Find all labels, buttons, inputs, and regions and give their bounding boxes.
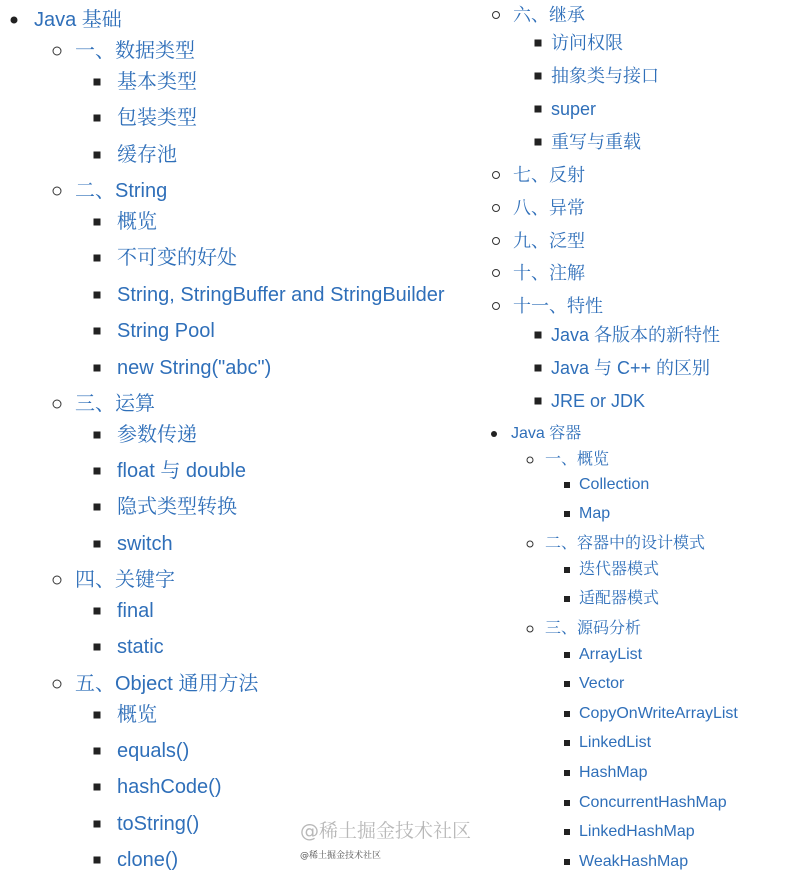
outline-link-level-2[interactable]: 二、容器中的设计模式 bbox=[545, 535, 706, 552]
outline-link-level-3[interactable]: 抽象类与接口 bbox=[551, 66, 659, 86]
bullet-square-icon bbox=[94, 292, 101, 299]
watermark: @稀土掘金技术社区 bbox=[300, 820, 472, 842]
bullet-disc-icon bbox=[491, 431, 497, 437]
bullet-square-icon bbox=[564, 740, 570, 746]
bullet-square-icon bbox=[94, 365, 101, 372]
outline-link-level-3[interactable]: 不可变的好处 bbox=[117, 247, 237, 269]
outline-link-level-2[interactable]: 十一、特性 bbox=[513, 296, 603, 316]
bullet-square-icon bbox=[94, 821, 101, 828]
bullet-circle-icon bbox=[492, 11, 500, 19]
outline-link-level-3[interactable]: final bbox=[117, 600, 154, 622]
bullet-square-icon bbox=[94, 784, 101, 791]
outline-link-level-2[interactable]: 一、概览 bbox=[545, 451, 610, 468]
bullet-circle-icon bbox=[53, 187, 62, 196]
outline-link-level-3[interactable]: 概览 bbox=[117, 211, 157, 233]
outline-link-level-3[interactable]: switch bbox=[117, 533, 173, 555]
outline-link-level-2[interactable]: 十、注解 bbox=[513, 263, 585, 283]
outline-link-level-3[interactable]: WeakHashMap bbox=[579, 853, 689, 870]
bullet-square-icon bbox=[94, 79, 101, 86]
bullet-square-icon bbox=[535, 332, 542, 339]
bullet-square-icon bbox=[564, 711, 570, 717]
bullet-circle-icon bbox=[527, 541, 534, 548]
bullet-square-icon bbox=[564, 567, 570, 573]
outline-link-level-3[interactable]: 基本类型 bbox=[117, 71, 197, 93]
outline-link-level-3[interactable]: Java 与 C++ 的区别 bbox=[551, 358, 711, 378]
bullet-square-icon bbox=[535, 139, 542, 146]
outline-link-level-3[interactable]: new String("abc") bbox=[117, 357, 272, 379]
bullet-square-icon bbox=[564, 652, 570, 658]
outline-link-level-3[interactable]: 概览 bbox=[117, 704, 157, 726]
outline-link-level-3[interactable]: equals() bbox=[117, 740, 190, 762]
outline-link-level-3[interactable]: 适配器模式 bbox=[579, 590, 660, 607]
bullet-square-icon bbox=[94, 432, 101, 439]
outline-link-level-3[interactable]: static bbox=[117, 636, 164, 658]
bullet-square-icon bbox=[564, 596, 570, 602]
bullet-square-icon bbox=[94, 712, 101, 719]
outline-link-level-3[interactable]: String Pool bbox=[117, 320, 215, 342]
outline-link-level-3[interactable]: LinkedList bbox=[579, 734, 652, 751]
outline-link-level-3[interactable]: Java 各版本的新特性 bbox=[551, 325, 721, 345]
outline-link-level-2[interactable]: 三、源码分析 bbox=[545, 620, 642, 637]
bullet-square-icon bbox=[94, 857, 101, 864]
bullet-square-icon bbox=[535, 40, 542, 47]
outline-link-level-3[interactable]: 迭代器模式 bbox=[579, 561, 660, 578]
outline-link-level-1[interactable]: Java 基础 bbox=[34, 9, 122, 31]
watermark-small: @稀土掘金技术社区 bbox=[300, 851, 382, 861]
bullet-square-icon bbox=[94, 504, 101, 511]
outline-link-level-3[interactable]: LinkedHashMap bbox=[579, 823, 695, 840]
outline-link-level-3[interactable]: hashCode() bbox=[117, 776, 222, 798]
outline-link-level-3[interactable]: super bbox=[551, 99, 597, 119]
outline-link-level-3[interactable]: clone() bbox=[117, 849, 179, 871]
outline-link-level-2[interactable]: 九、泛型 bbox=[513, 231, 585, 251]
bullet-circle-icon bbox=[53, 400, 62, 409]
outline-link-level-3[interactable]: 重写与重载 bbox=[551, 132, 641, 152]
bullet-square-icon bbox=[94, 541, 101, 548]
bullet-square-icon bbox=[535, 106, 542, 113]
bullet-square-icon bbox=[535, 398, 542, 405]
bullet-circle-icon bbox=[492, 302, 500, 310]
bullet-square-icon bbox=[94, 152, 101, 159]
outline-link-level-3[interactable]: 访问权限 bbox=[551, 33, 623, 53]
outline-link-level-2[interactable]: 四、关键字 bbox=[75, 569, 175, 591]
outline-link-level-3[interactable]: Vector bbox=[579, 675, 625, 692]
outline-link-level-3[interactable]: ArrayList bbox=[579, 646, 643, 663]
bullet-circle-icon bbox=[53, 680, 62, 689]
bullet-square-icon bbox=[564, 482, 570, 488]
bullet-circle-icon bbox=[527, 457, 534, 464]
outline-link-level-3[interactable]: float 与 double bbox=[117, 460, 246, 482]
bullet-circle-icon bbox=[492, 171, 500, 179]
bullet-square-icon bbox=[94, 328, 101, 335]
outline-link-level-3[interactable]: 参数传递 bbox=[117, 424, 197, 446]
outline-link-level-2[interactable]: 一、数据类型 bbox=[75, 40, 195, 62]
outline-link-level-3[interactable]: ConcurrentHashMap bbox=[579, 794, 727, 811]
outline-link-level-2[interactable]: 二、String bbox=[75, 180, 168, 202]
outline-link-level-3[interactable]: 隐式类型转换 bbox=[117, 496, 237, 518]
outline-link-level-3[interactable]: Map bbox=[579, 505, 611, 522]
bullet-square-icon bbox=[564, 681, 570, 687]
outline-link-level-3[interactable]: 包装类型 bbox=[117, 107, 197, 129]
bullet-square-icon bbox=[564, 859, 570, 865]
bullet-circle-icon bbox=[53, 576, 62, 585]
bullet-square-icon bbox=[564, 800, 570, 806]
outline-link-level-3[interactable]: JRE or JDK bbox=[551, 391, 646, 411]
outline-link-level-3[interactable]: String, StringBuffer and StringBuilder bbox=[117, 284, 445, 306]
outline-link-level-2[interactable]: 八、异常 bbox=[513, 198, 585, 218]
outline-link-level-3[interactable]: HashMap bbox=[579, 764, 648, 781]
bullet-square-icon bbox=[94, 644, 101, 651]
bullet-circle-icon bbox=[53, 47, 62, 56]
outline-link-level-3[interactable]: CopyOnWriteArrayList bbox=[579, 705, 738, 722]
outline-link-level-2[interactable]: 六、继承 bbox=[513, 5, 585, 25]
bullet-circle-icon bbox=[492, 269, 500, 277]
outline-link-level-1[interactable]: Java 容器 bbox=[511, 425, 582, 442]
bullet-square-icon bbox=[94, 219, 101, 226]
bullet-disc-icon bbox=[11, 17, 18, 24]
bullet-square-icon bbox=[94, 255, 101, 262]
outline-link-level-3[interactable]: 缓存池 bbox=[117, 144, 177, 166]
outline-link-level-2[interactable]: 七、反射 bbox=[513, 165, 585, 185]
outline-link-level-3[interactable]: toString() bbox=[117, 813, 200, 835]
outline-link-level-2[interactable]: 三、运算 bbox=[75, 393, 155, 415]
bullet-square-icon bbox=[94, 608, 101, 615]
bullet-square-icon bbox=[94, 468, 101, 475]
bullet-square-icon bbox=[535, 365, 542, 372]
bullet-square-icon bbox=[94, 115, 101, 122]
outline-link-level-3[interactable]: Collection bbox=[579, 476, 650, 493]
bullet-square-icon bbox=[94, 748, 101, 755]
bullet-circle-icon bbox=[527, 626, 534, 633]
bullet-square-icon bbox=[564, 829, 570, 835]
bullet-circle-icon bbox=[492, 204, 500, 212]
bullet-square-icon bbox=[535, 73, 542, 80]
bullet-square-icon bbox=[564, 770, 570, 776]
bullet-square-icon bbox=[564, 511, 570, 517]
bullet-circle-icon bbox=[492, 237, 500, 245]
outline-link-level-2[interactable]: 五、Object 通用方法 bbox=[75, 673, 259, 695]
